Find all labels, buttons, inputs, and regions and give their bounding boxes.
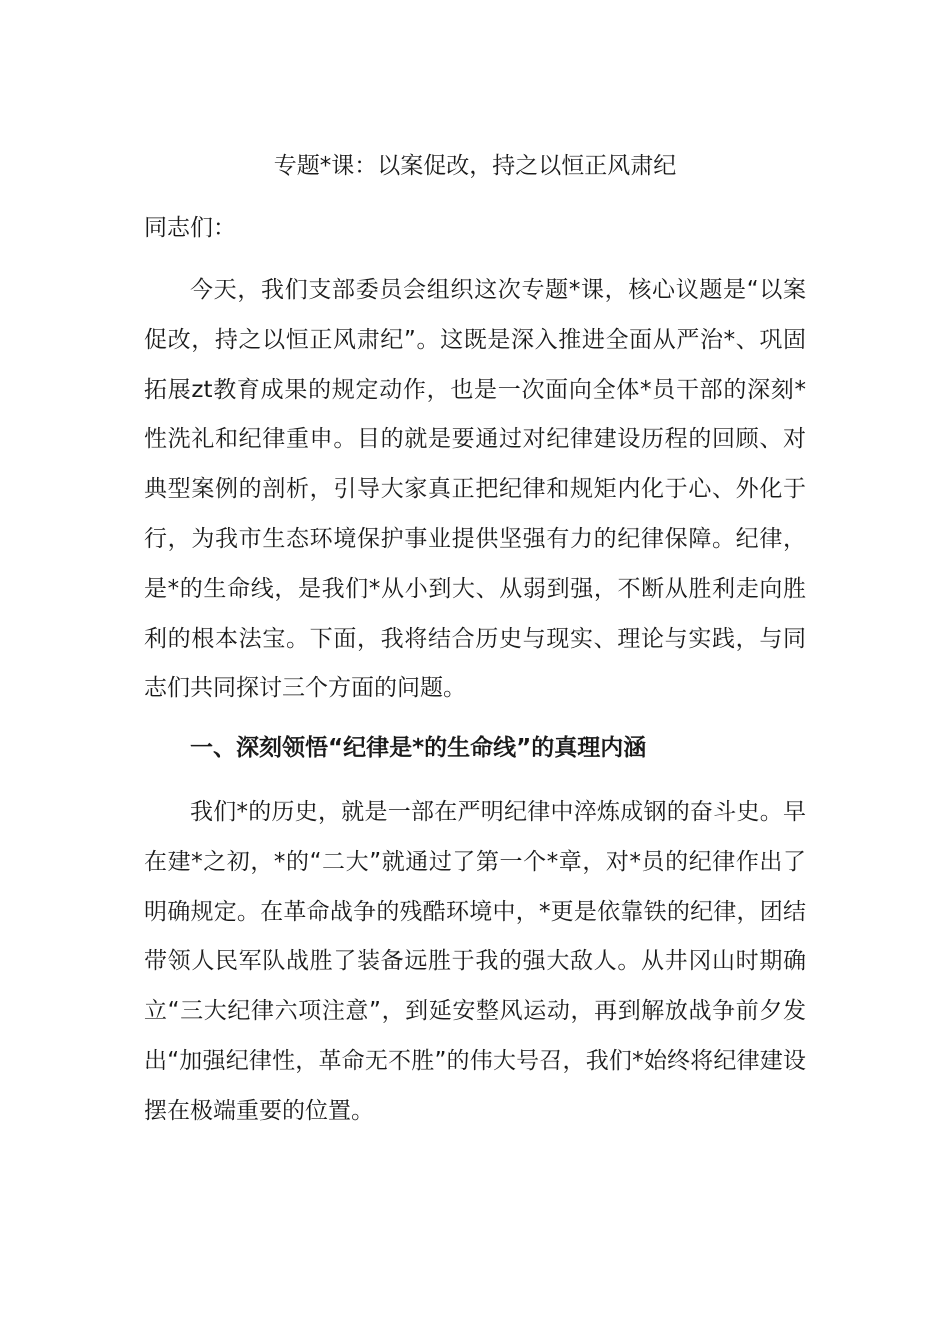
paragraph-intro: 今天，我们支部委员会组织这次专题*课，核心议题是“以案促改，持之以恒正风肃纪”。这既是深入推进全面从严治*、巩固拓展zt教育成果的规定动作，也是一次面向全体*员干部的深刻*性洗礼和纪律重申。目的就是要通过对纪律建设历程的回顾、对典型案例的剖析，引导大家真正把纪律和规矩内化于心、外化于行，为我市生态环境保护事业提供坚强有力的纪律保障。纪律，是*的生命线，是我们*从小到大、从弱到强，不断从胜利走向胜利的根本法宝。下面，我将结合历史与现实、理论与实践，与同志们共同探讨三个方面的问题。 (144, 277, 806, 702)
document-title: 专题*课：以案促改，持之以恒正风肃纪 (273, 153, 677, 179)
section-heading-1: 一、深刻领悟“纪律是*的生命线”的真理内涵 (190, 735, 647, 761)
paragraph-history: 我们*的历史，就是一部在严明纪律中淬炼成钢的奋斗史。早在建*之初，*的“二大”就通过了第一个*章，对*员的纪律作出了明确规定。在革命战争的残酷环境中，*更是依靠铁的纪律，团结带领人民军队战胜了装备远胜于我的强大敌人。从井冈山时期确立“三大纪律六项注意”，到延安整风运动，再到解放战争前夕发出“加强纪律性，革命无不胜”的伟大号召，我们*始终将纪律建设摆在极端重要的位置。 (144, 799, 806, 1124)
salutation: 同志们： (144, 215, 236, 241)
